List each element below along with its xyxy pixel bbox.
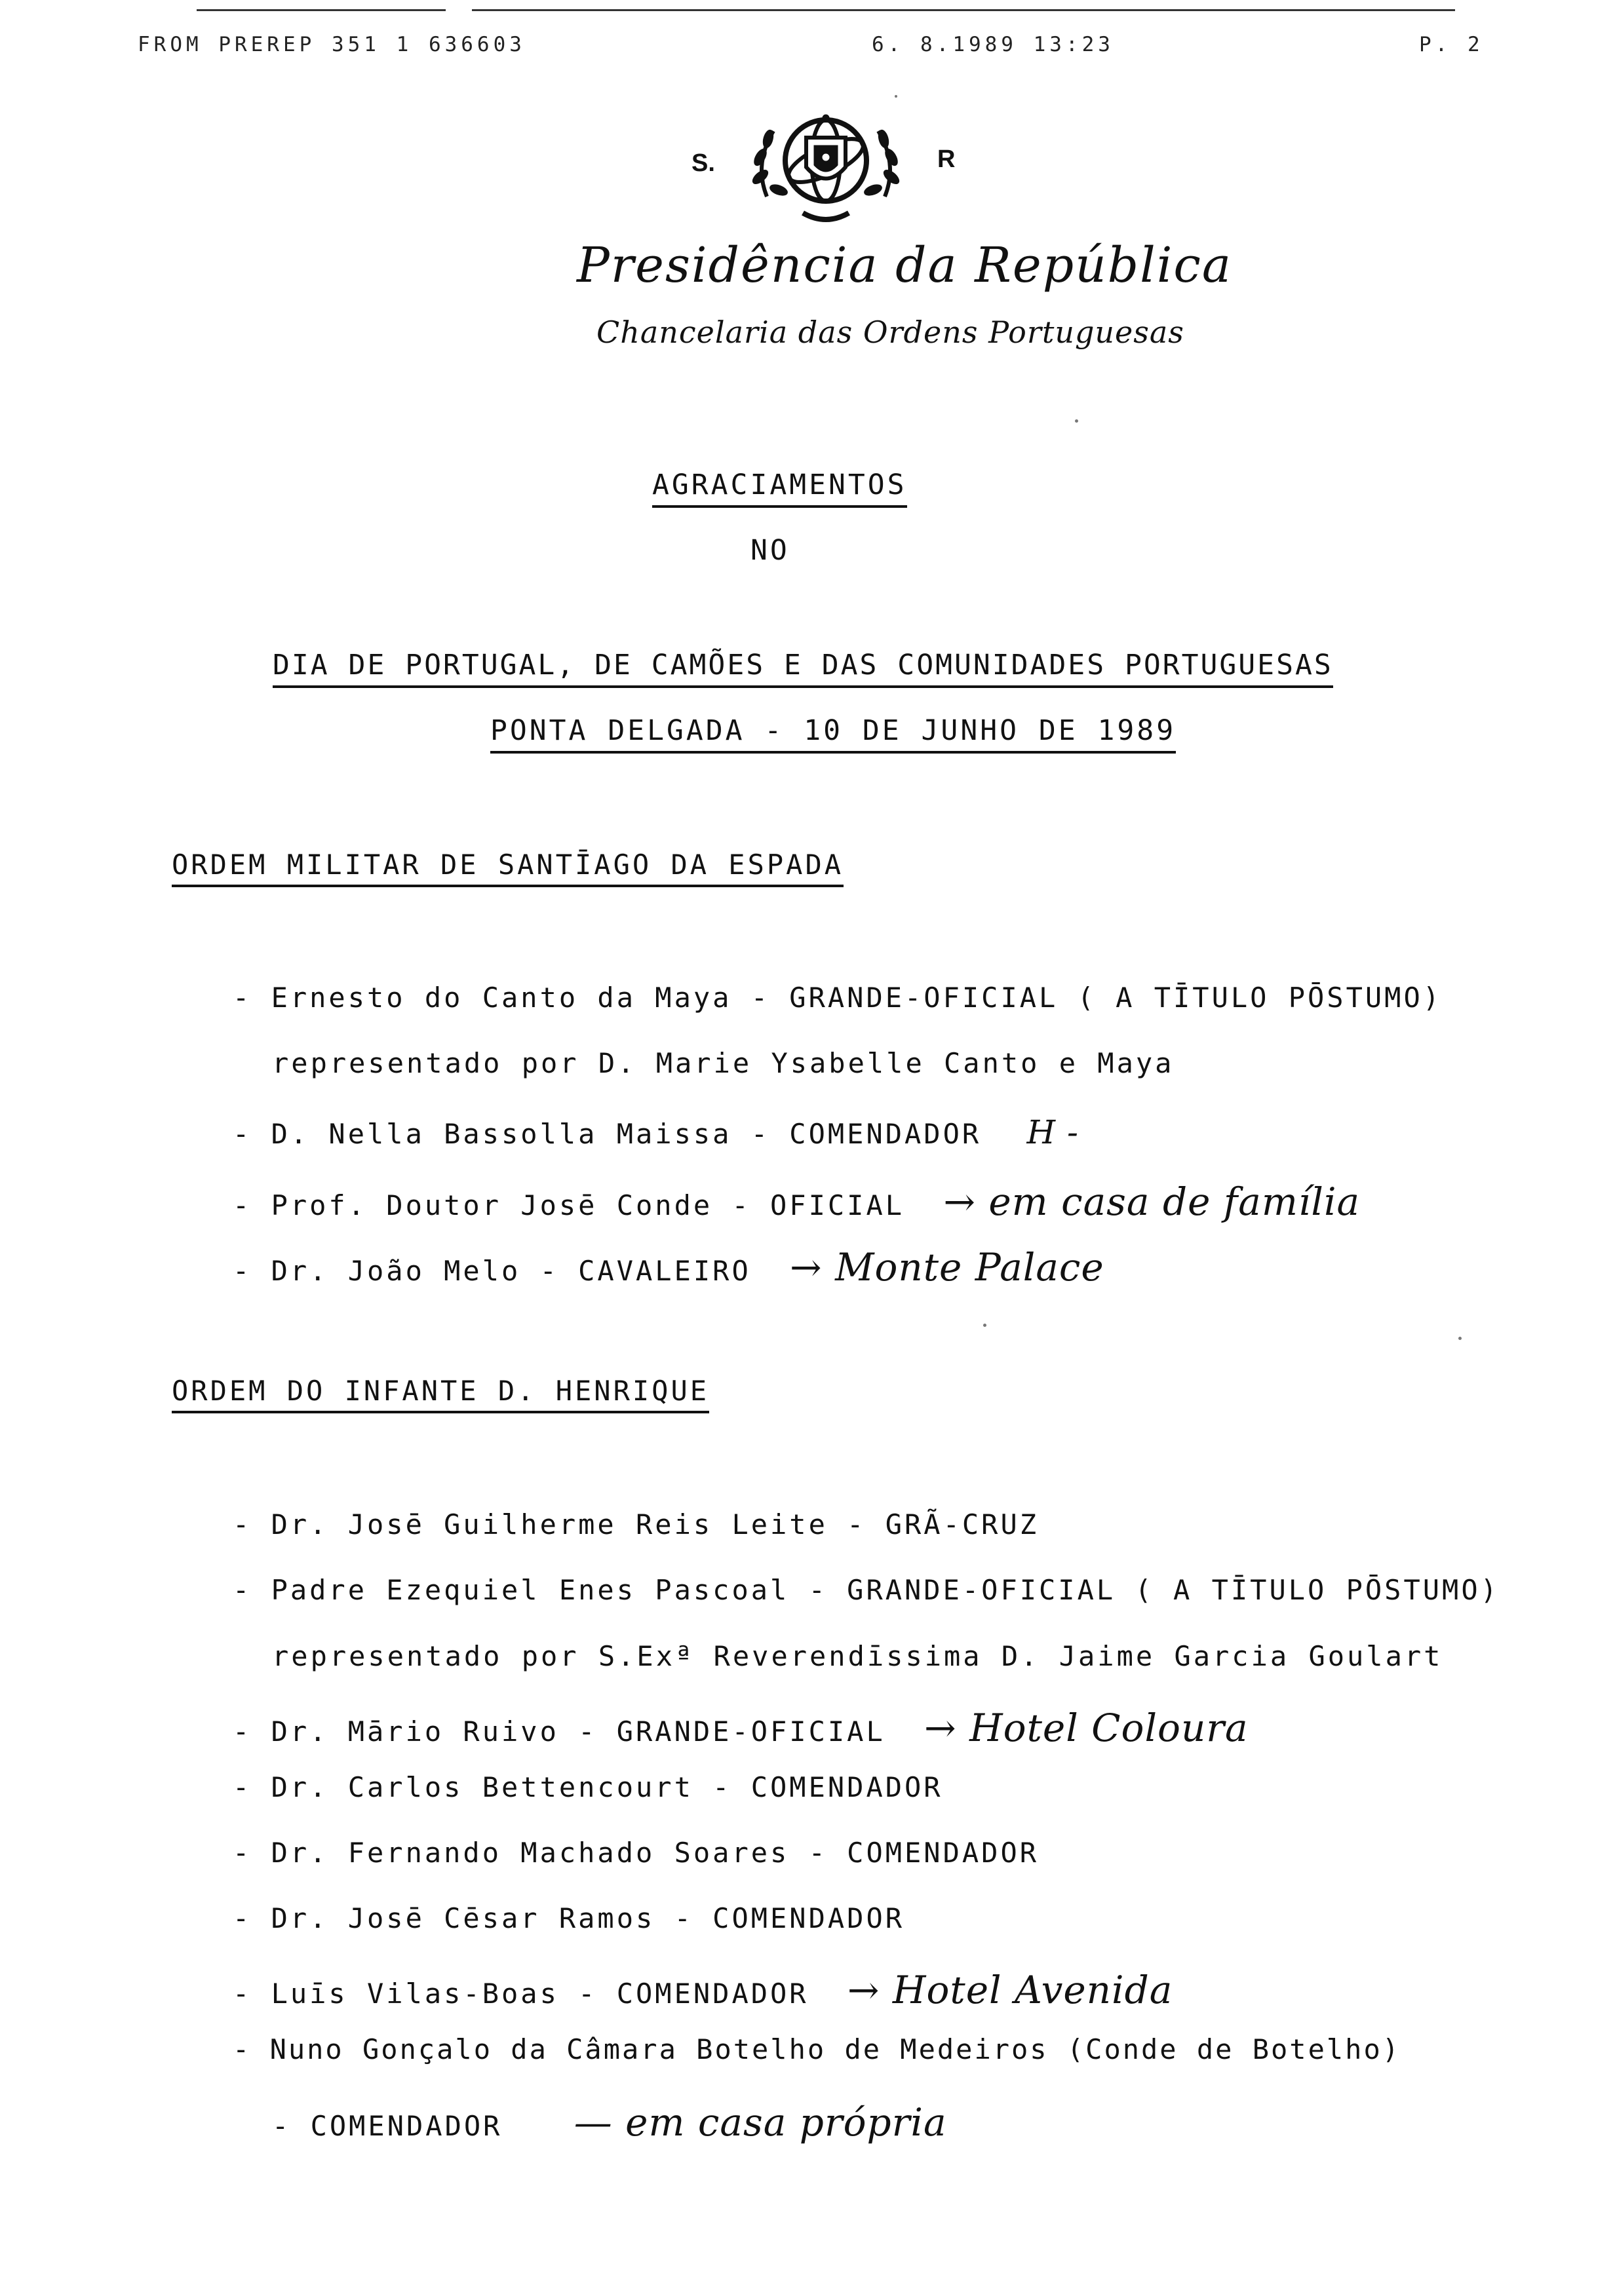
scan-speck bbox=[895, 95, 897, 98]
handwritten-note: — em casa própria bbox=[574, 2100, 947, 2145]
list-item: - Nuno Gonçalo da Câmara Botelho de Medeiros (Conde de Botelho) bbox=[233, 2033, 1401, 2065]
scan-speck bbox=[983, 1324, 986, 1327]
scan-speck bbox=[1458, 1337, 1462, 1340]
list-item bbox=[233, 1706, 1249, 1750]
scan-speck bbox=[1075, 419, 1078, 423]
list-item-text: - Dr. Mārio Ruivo - GRANDE-OFICIAL bbox=[233, 1715, 885, 1748]
list-item bbox=[272, 2100, 947, 2145]
letterhead-subtitle: Chancelaria das Ordens Portuguesas bbox=[596, 315, 1184, 350]
list-item-text: - Dr. João Melo - CAVALEIRO bbox=[233, 1255, 751, 1287]
handwritten-note: → em casa de família bbox=[943, 1179, 1361, 1224]
list-item-continuation: representado por D. Marie Ysabelle Canto e Maya bbox=[272, 1047, 1175, 1079]
heading-dia-de-portugal: DIA DE PORTUGAL, DE CAMÕES E DAS COMUNIDADES PORTUGUESAS bbox=[273, 649, 1333, 688]
section-title: ORDEM DO INFANTE D. HENRIQUE bbox=[172, 1375, 709, 1413]
list-item: - Ernesto do Canto da Maya - GRANDE-OFICIAL ( A TĪTULO PŌSTUMO) bbox=[233, 982, 1443, 1014]
list-item-text: - D. Nella Bassolla Maissa - COMENDADOR bbox=[233, 1118, 982, 1150]
fax-datetime: 6. 8.1989 13:23 bbox=[872, 33, 1114, 56]
fax-page: P. 2 bbox=[1419, 33, 1484, 56]
list-item: - Dr. Carlos Bettencourt - COMENDADOR bbox=[233, 1771, 943, 1803]
seal-letter-r: R bbox=[937, 145, 956, 173]
handwritten-note: → Monte Palace bbox=[790, 1245, 1104, 1290]
list-item: - Padre Ezequiel Enes Pascoal - GRANDE-OFICIAL ( A TĪTULO PŌSTUMO) bbox=[233, 1574, 1500, 1606]
list-item bbox=[233, 1968, 1173, 2012]
fax-top-rule bbox=[197, 9, 446, 11]
list-item bbox=[233, 1179, 1360, 1224]
list-item bbox=[233, 1113, 1079, 1151]
fax-from: FROM PREREP 351 1 636603 bbox=[138, 33, 526, 56]
heading-ponta-delgada: PONTA DELGADA - 10 DE JUNHO DE 1989 bbox=[490, 714, 1176, 754]
letterhead-title: Presidência da República bbox=[577, 237, 1232, 294]
list-item bbox=[233, 1245, 1104, 1290]
seal-letter-s: S. bbox=[691, 149, 715, 177]
heading-no: NO bbox=[750, 534, 790, 567]
list-item: - Dr. Josē Guilherme Reis Leite - GRÃ-CRUZ bbox=[233, 1508, 1040, 1540]
list-item-continuation: - COMENDADOR bbox=[272, 2110, 503, 2142]
coat-of-arms-icon bbox=[741, 98, 911, 229]
handwritten-note: → Hotel Coloura bbox=[924, 1706, 1249, 1750]
section-title: ORDEM MILITAR DE SANTĪAGO DA ESPADA bbox=[172, 849, 844, 887]
handwritten-note: H - bbox=[1026, 1113, 1079, 1151]
heading-agraciamentos: AGRACIAMENTOS bbox=[652, 469, 907, 508]
handwritten-note: → Hotel Avenida bbox=[847, 1968, 1173, 2012]
list-item-text: - Prof. Doutor Josē Conde - OFICIAL bbox=[233, 1189, 905, 1221]
list-item-continuation: representado por S.Exª Reverendīssima D. Jaime Garcia Goulart bbox=[272, 1640, 1443, 1672]
fax-top-rule bbox=[472, 9, 1455, 11]
list-item: - Dr. Josē Cēsar Ramos - COMENDADOR bbox=[233, 1902, 905, 1934]
list-item: - Dr. Fernando Machado Soares - COMENDADOR bbox=[233, 1837, 1040, 1869]
list-item-text: - Luīs Vilas-Boas - COMENDADOR bbox=[233, 1978, 809, 2010]
